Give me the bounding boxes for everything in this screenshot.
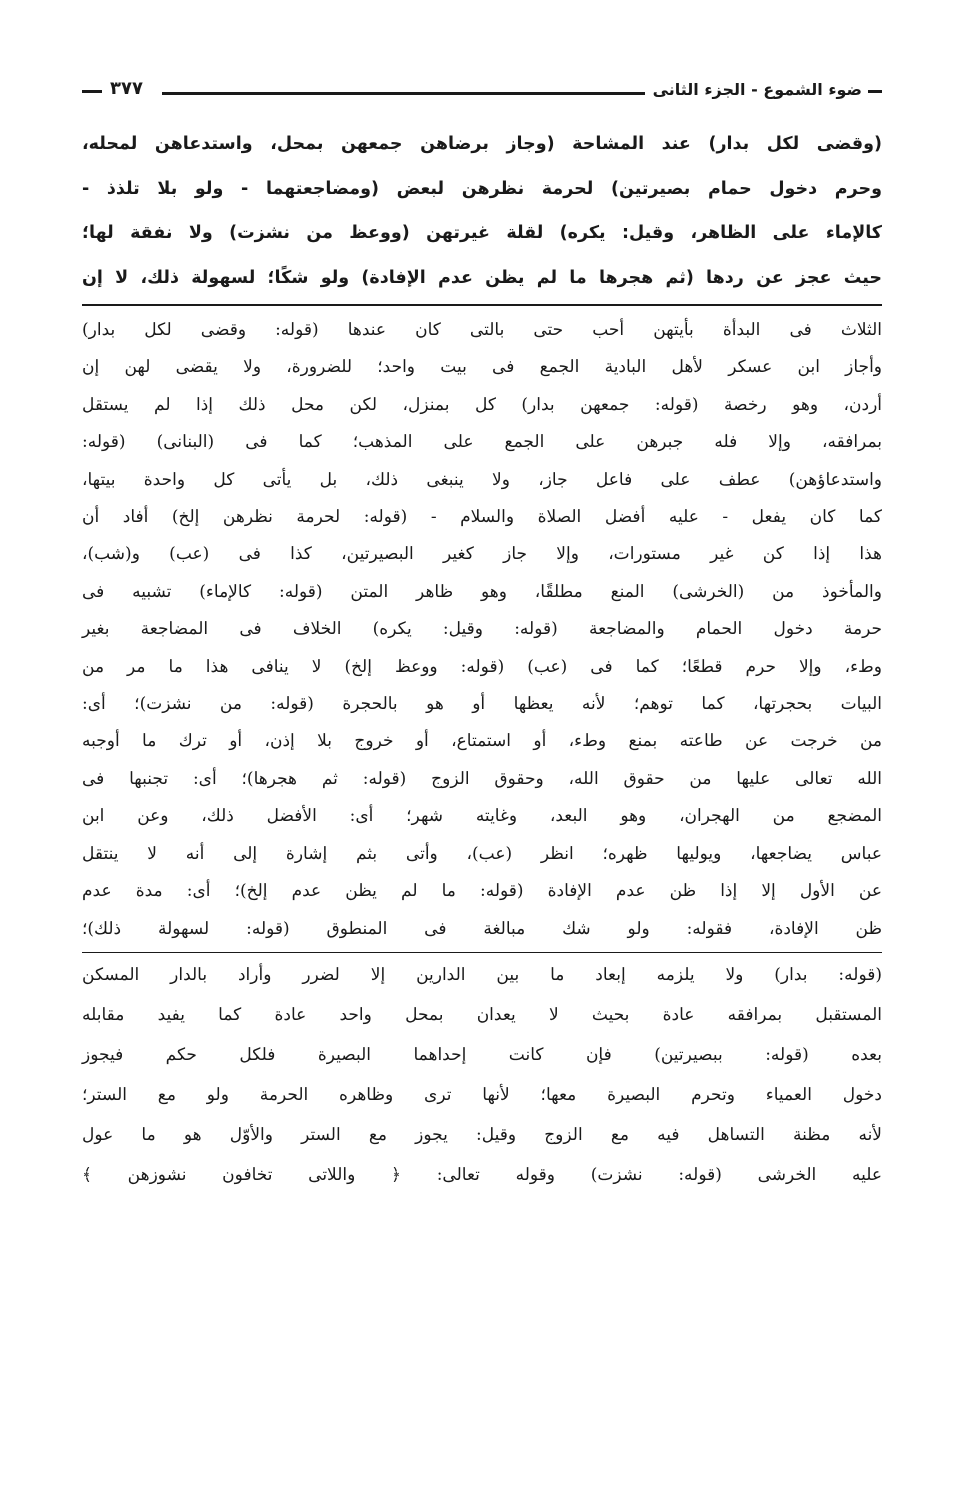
sharh-line: عباس يضاجعها، ويوليها ظهره؛ انظر (عب)، وأتى بثم إشارة إلى أنه لا ينتقل <box>82 843 882 864</box>
matn-text <box>82 122 882 300</box>
section-divider <box>82 952 882 953</box>
sharh-line: حرمة دخول الحمام والمضاجعة (قوله: وقيل: يكره) الخلاف فى المضاجعة بغير <box>82 619 882 640</box>
hashiya-line: عليه الخرشى (قوله: نشزت) وقوله تعالى: ﴿ واللاتى تخافون نشوزهن ﴾ <box>82 1164 882 1185</box>
sharh-line: الثلاث فى البدأة بأيتهن أحب حتى بالتى كان عندها (قوله: وقضى لكل بدار) <box>82 320 882 340</box>
hashiya-line: دخول العمياء وتحرم البصيرة معها؛ لأنها ترى وظاهره الحرمة ولو مع الستر؛ <box>82 1084 882 1105</box>
sharh-line: الله تعالى عليها من حقوق الله، وحقوق الزوج (قوله: ثم هجرها)؛ أى: تجنبها فى <box>82 768 882 789</box>
matn-line: كالإماء على الظاهر، وقيل: يكره) لقلة غيرتهن (ووعظ من نشزت) ولا نفقة لها؛ <box>82 223 882 243</box>
hashiya-line: المستقبل بمرافقه عادة بحيث لا يعدان بمحل واحد عادة كما يفيد مقابله <box>82 1004 882 1025</box>
sharh-line: المضجع من الهجران، وهو البعد، وغايته شهر؛ أى: الأفضل ذلك، وعن ابن <box>82 806 882 827</box>
sharh-line: هذا إذا كن غير مستورات، وإلا جاز كغير البصيرتين، كذا فى (عب) و(شب)، <box>82 544 882 565</box>
hashiya-notes <box>82 955 882 1195</box>
page-number: ٣٧٧ <box>104 78 149 99</box>
matn-line: حيث عجز عن ردها (ثم هجرها ما لم يظن عدم الإفادة) ولو شكًا؛ لسهولة ذلك، لا إن <box>82 267 882 288</box>
section-divider <box>82 304 882 306</box>
book-page <box>82 70 882 1195</box>
sharh-line: من خرجت عن طاعته بمنع وطء، أو استمتاع، أو خروج بلا إذن، أو ترك ما أوجبه <box>82 731 882 752</box>
matn-line: وحرم دخول حمام بصيرتين) لحرمة نظرهن لبعض (ومضاجعتهما - ولو بلا تلذذ - <box>82 178 882 199</box>
sharh-line: وطء، وإلا حرم قطعًا؛ كما فى (عب) (قوله: ووعظ إلخ) لا ينافى هذا ما مر من <box>82 656 882 677</box>
matn-line: (وقضى لكل بدار) عند المشاحة (وجاز برضاهن جمعهن بمحل، واستدعاهن لمحله، <box>82 134 882 154</box>
sharh-line: ظن الإفادة، فقوله: ولو شك مبالغة فى المنطوق (قوله: لسهولة ذلك)؛ <box>82 918 882 939</box>
sharh-line: عن الأول إلا إذا ظن عدم الإفادة (قوله: ما لم يظن عدم إلخ)؛ أى: مدة عدم <box>82 881 882 902</box>
sharh-line: البيات بحجرتها، كما توهم؛ لأنه يعظها أو هو بالحجرة (قوله: من نشزت)؛ أى: <box>82 694 882 715</box>
sharh-line: واستدعاؤهن) عطف على فاعل جاز، ولا ينبغى ذلك، بل يأتى كل واحدة بيتها، <box>82 469 882 490</box>
sharh-line: بمرافقه، وإلا فله جبرهن على الجمع على المذهب؛ كما فى (البنانى) (قوله: <box>82 432 882 453</box>
header-lead-rule <box>868 90 882 93</box>
hashiya-line: بعده (قوله: ببصيرتين) فإن كانت إحداهما البصيرة فلكل حكم فيجوز <box>82 1044 882 1065</box>
sharh-line: كما كان يفعل - عليه أفضل الصلاة والسلام - (قوله: لحرمة نظرهن إلخ) أفاد أن <box>82 507 882 528</box>
running-header <box>82 70 882 104</box>
book-title: ضوء الشموع - الجزء الثانى <box>645 80 862 99</box>
sharh-line: والمأخوذ من (الخرشى) المنع مطلقًا، وهو ظاهر المتن (قوله: كالإماء) تشبيه فى <box>82 581 882 602</box>
hashiya-line: لأنه مظنة التساهل فيه مع الزوج وقيل: يجوز مع الستر والأوّل هو ما عول <box>82 1124 882 1145</box>
sharh-line: وأجاز ابن عسكر لأهل البادية الجمع فى بيت واحد؛ للضرورة، ولا يقضى لهن إن <box>82 357 882 378</box>
hashiya-line: (قوله: بدار) ولا يلزمه إبعاد ما بين الدارين إلا لضرر وأراد بالدار المسكن <box>82 964 882 985</box>
page-number-rule <box>82 90 102 93</box>
sharh-line: أردن، وهو رخصة (قوله: جمعهن بدار) كل بمنزل، لكن محل ذلك إذا لم يستقل <box>82 394 882 415</box>
sharh-commentary <box>82 312 882 948</box>
